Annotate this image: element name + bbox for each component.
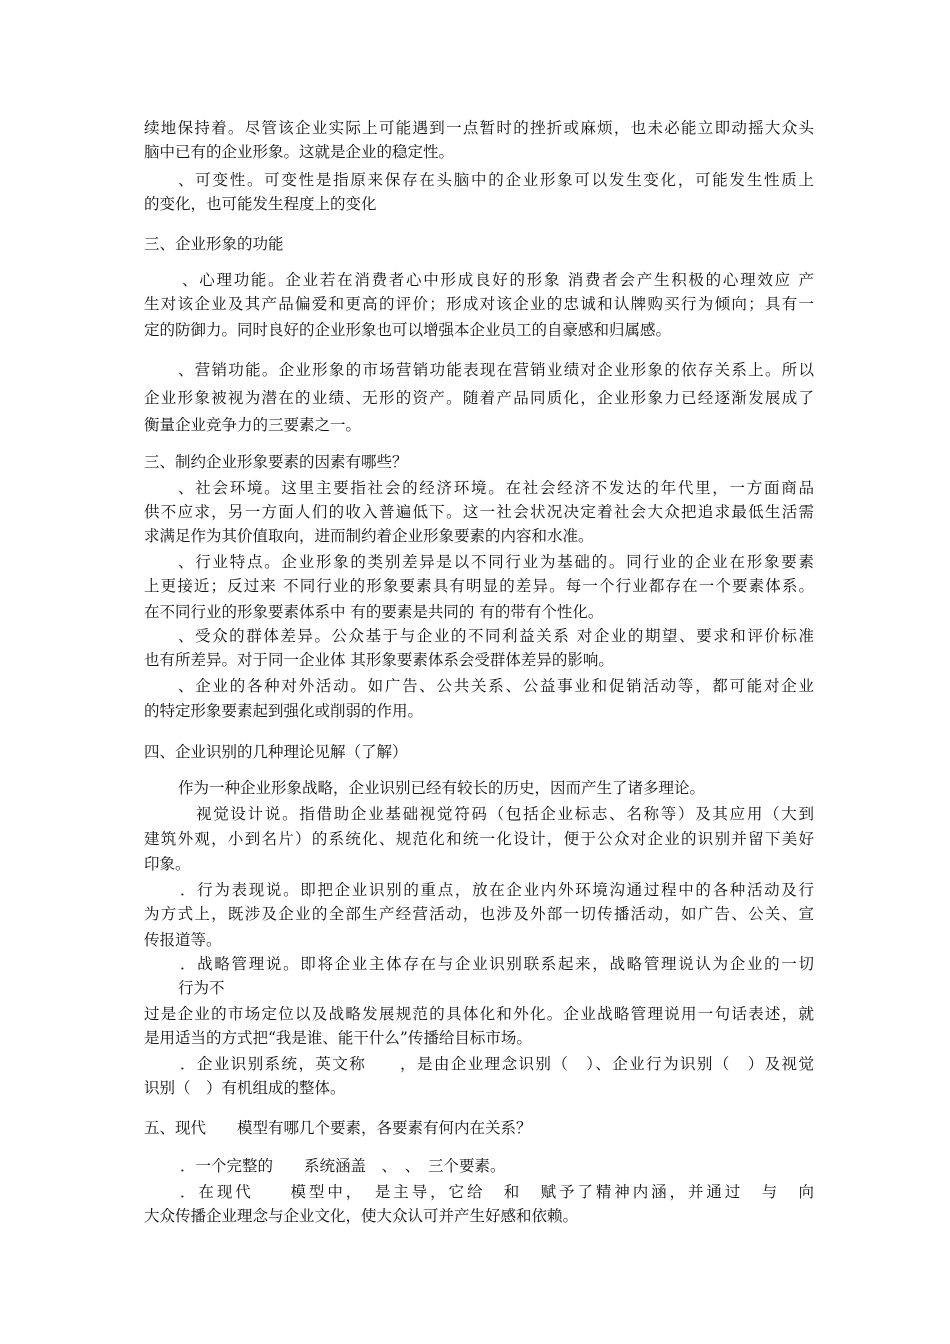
text-line: ．一个完整的 系统涵盖 、 、 三个要素。	[180, 1157, 506, 1175]
text-line: 上更接近；反过来 不同行业的形象要素具有明显的差异。每一个行业都存在一个要素体系。	[144, 577, 814, 595]
text-line: 也有所差异。对于同一企业体 其形象要素体系会受群体差异的影响。	[144, 651, 614, 669]
section-heading: 三、制约企业形象要素的因素有哪些？	[144, 453, 408, 471]
text-line: 求满足作为其价值取向，进而制约着企业形象要素的内容和水准。	[144, 527, 594, 545]
text-line: 生对该企业及其产品偏爱和更高的评价；形成对该企业的忠诚和认牌购买行为倾向；具有一	[144, 295, 814, 313]
text-line: 、企业的各种对外活动。如广告、公共关系、公益事业和促销活动等，都可能对企业	[178, 677, 814, 695]
text-line: ．企业识别系统，英文称 ，是由企业理念识别（ ）、企业行为识别（ ）及视觉	[180, 1055, 814, 1073]
text-line: 的变化，也可能发生程度上的变化	[144, 195, 377, 213]
text-line: 、心理功能。企业若在消费者心中形成良好的形象 消费者会产生积极的心理效应 产	[182, 271, 814, 289]
text-line: 、可变性。可变性是指原来保存在头脑中的企业形象可以发生变化，可能发生性质上	[178, 171, 814, 189]
text-line: 识别（ ）有机组成的整体。	[144, 1079, 346, 1097]
text-line: 定的防御力。同时良好的企业形象也可以增强本企业员工的自豪感和归属感。	[144, 321, 672, 339]
text-line: 企业形象被视为潜在的业绩、无形的资产。随着产品同质化，企业形象力已经逐渐发展成了	[144, 389, 814, 407]
text-line: 在不同行业的形象要素体系中 有的要素是共同的 有的带有个性化。	[144, 603, 604, 621]
text-line: 过是企业的市场定位以及战略发展规范的具体化和外化。企业战略管理说用一句话表述，就	[144, 1005, 814, 1023]
text-line: 、社会环境。这里主要指社会的经济环境。在社会经济不发达的年代里，一方面商品	[178, 479, 814, 497]
text-line: ．行为表现说。即把企业识别的重点，放在企业内外环境沟通过程中的各种活动及行	[180, 881, 814, 899]
text-line: 行为不	[178, 979, 225, 997]
text-line: 是用适当的方式把“我是谁、能干什么”传播给目标市场。	[144, 1029, 532, 1047]
section-heading: 三、企业形象的功能	[144, 235, 284, 253]
text-line: 印象。	[144, 855, 191, 873]
text-line: 传报道等。	[144, 931, 222, 949]
section-heading: 五、现代 模型有哪几个要素，各要素有何内在关系？	[144, 1119, 532, 1137]
text-line: ．在现代 模型中， 是主导，它给 和 赋予了精神内涵，并通过 与 向	[180, 1183, 814, 1201]
text-line: 大众传播企业理念与企业文化，使大众认可并产生好感和依赖。	[144, 1207, 579, 1225]
text-line: 脑中已有的企业形象。这就是企业的稳定性。	[144, 143, 455, 161]
text-line: 、行业特点。企业形象的类别差异是以不同行业为基础的。同行业的企业在形象要素	[178, 553, 814, 571]
section-heading: 四、企业识别的几种理论见解（了解）	[144, 743, 408, 761]
text-line: 视觉设计说。指借助企业基础视觉符码（包括企业标志、名称等）及其应用（大到	[196, 805, 814, 823]
text-line: ．战略管理说。即将企业主体存在与企业识别联系起来，战略管理说认为企业的一切	[180, 955, 814, 973]
text-line: 为方式上，既涉及企业的全部生产经营活动，也涉及外部一切传播活动，如广告、公关、宣	[144, 905, 814, 923]
text-line: 的特定形象要素起到强化或削弱的作用。	[144, 702, 424, 720]
text-line: 续地保持着。尽管该企业实际上可能遇到一点暂时的挫折或麻烦，也未必能立即动摇大众头	[144, 119, 814, 137]
text-line: 、营销功能。企业形象的市场营销功能表现在营销业绩对企业形象的依存关系上。所以	[178, 361, 814, 379]
text-line: 建筑外观，小到名片）的系统化、规范化和统一化设计，便于公众对企业的识别并留下美好	[144, 830, 814, 848]
text-line: 、受众的群体差异。公众基于与企业的不同利益关系 对企业的期望、要求和评价标准	[178, 627, 814, 645]
text-line: 作为一种企业形象战略，企业识别已经有较长的历史，因而产生了诸多理论。	[178, 779, 706, 797]
text-line: 衡量企业竞争力的三要素之一。	[144, 416, 362, 434]
text-line: 供不应求，另一方面人们的收入普遍低下。这一社会状况决定着社会大众把追求最低生活需	[144, 503, 814, 521]
